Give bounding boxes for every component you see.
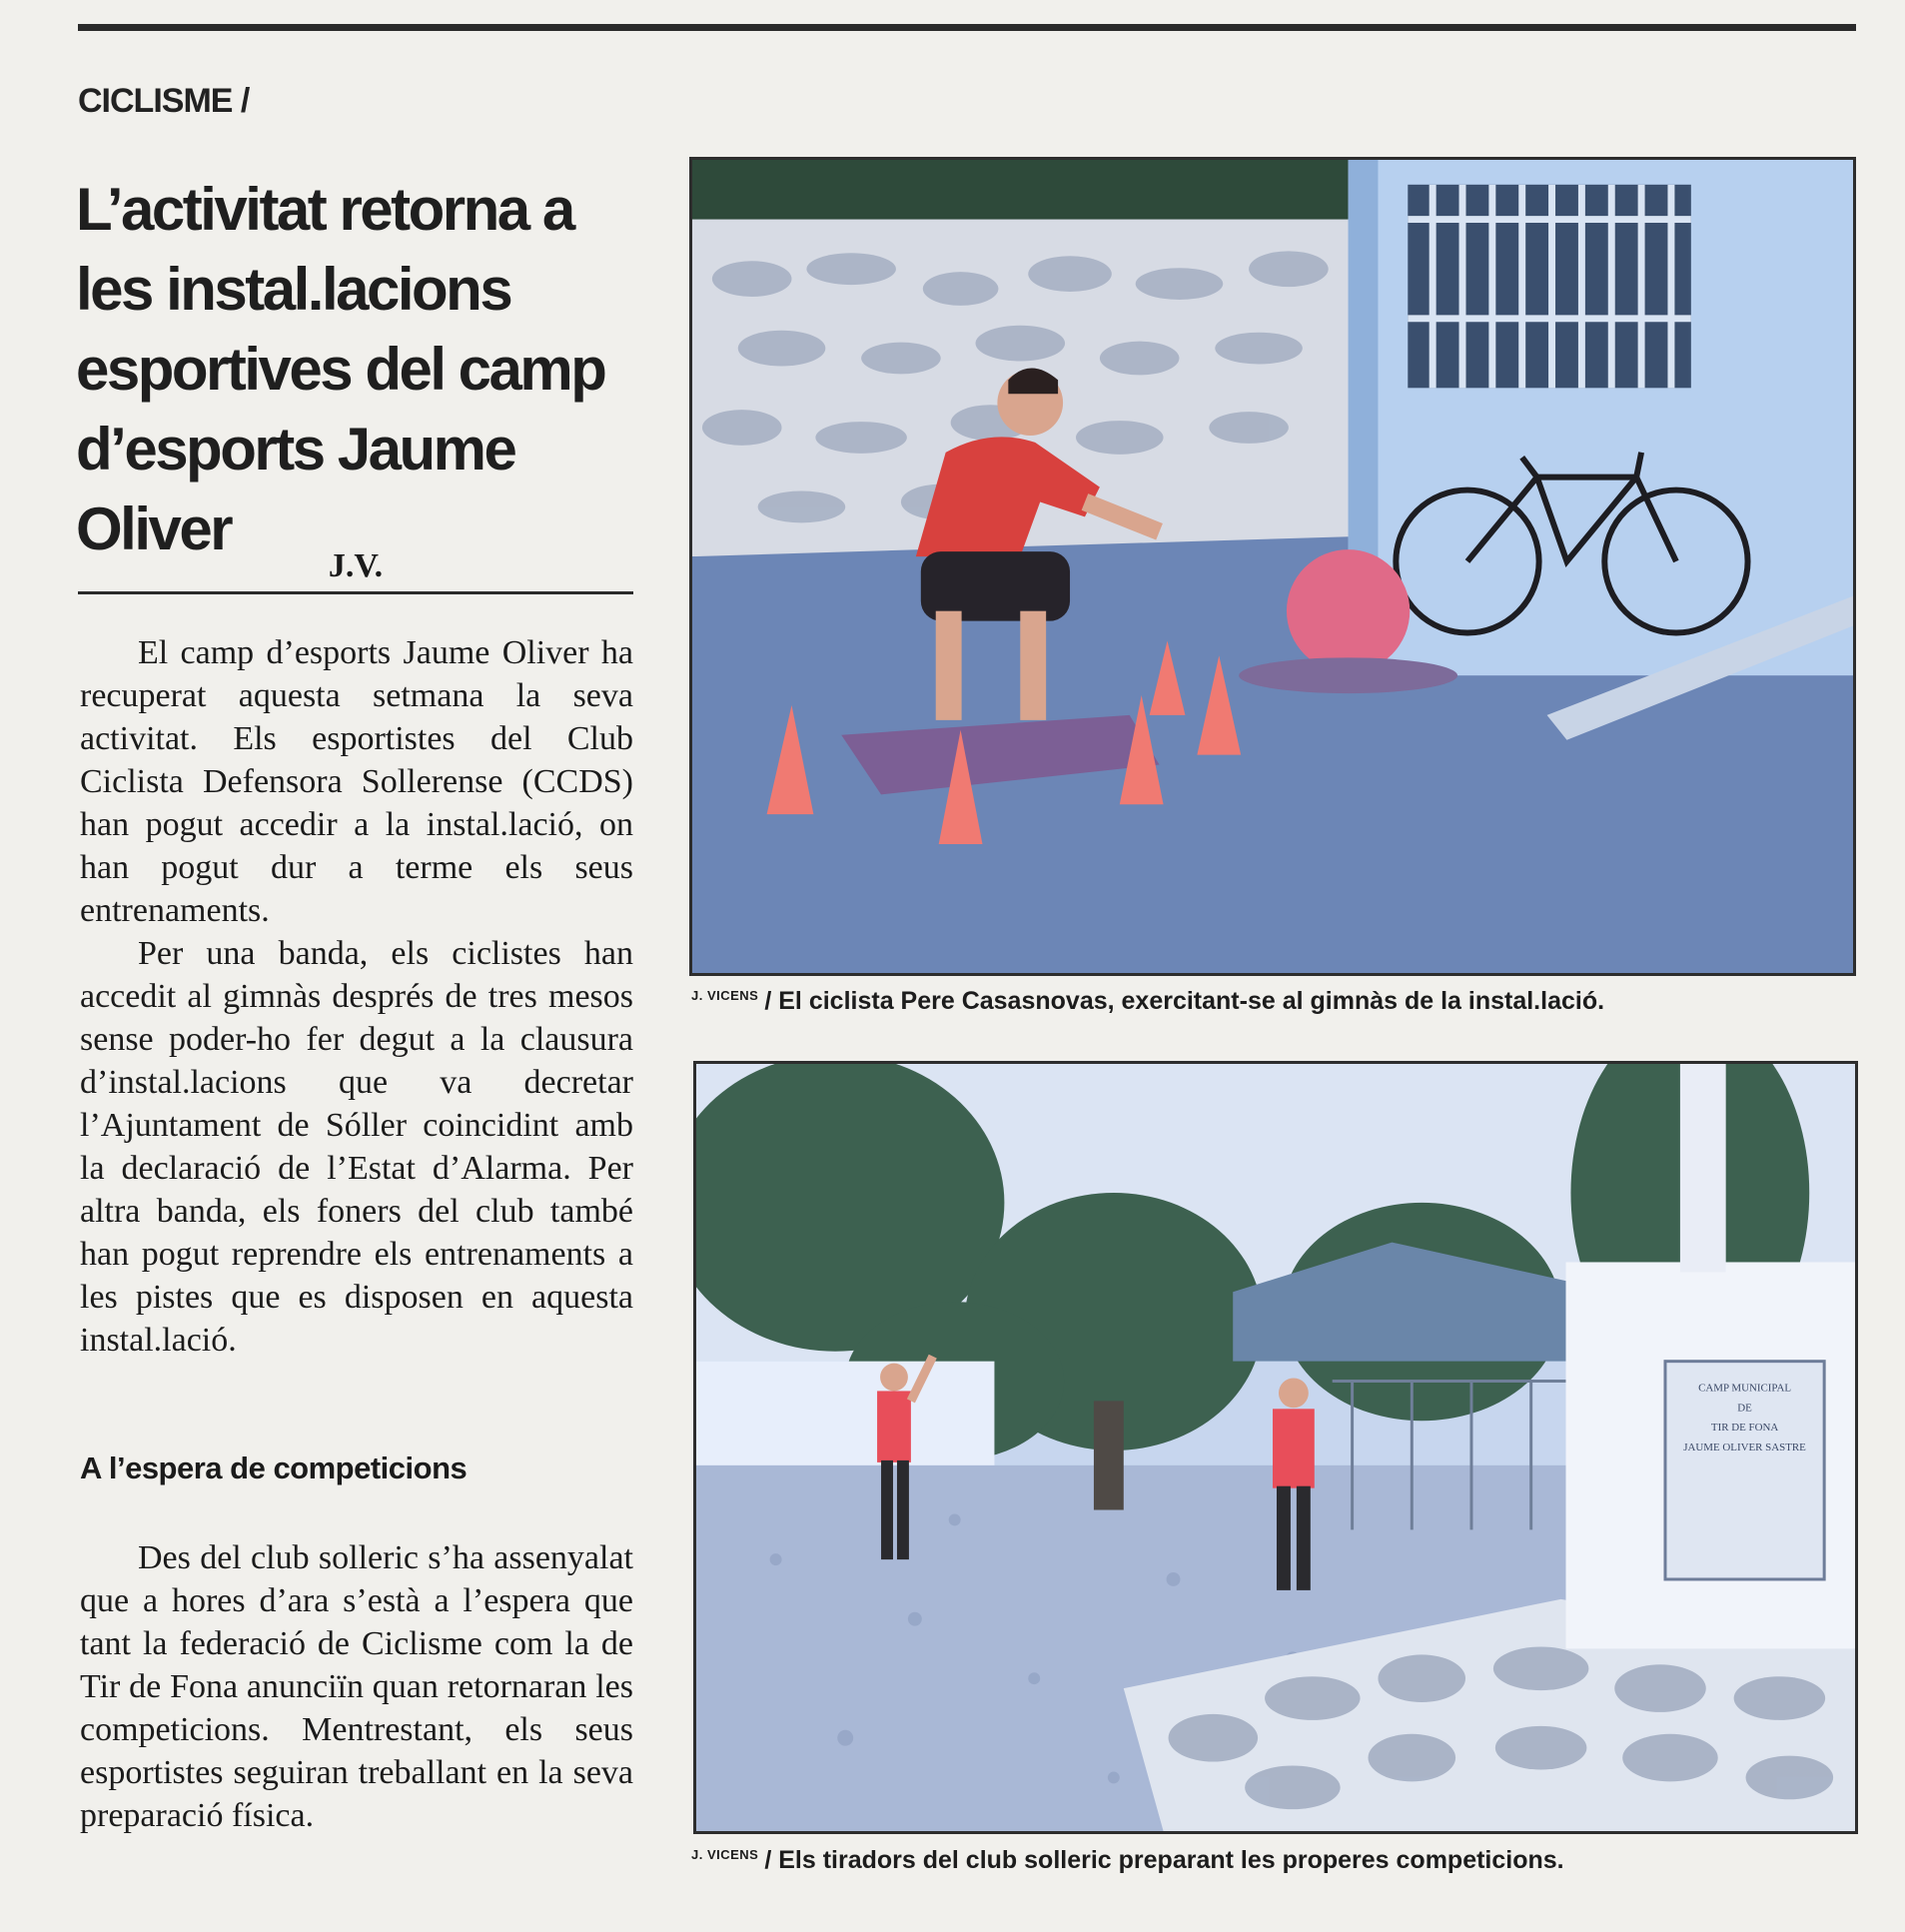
photo-credit-1: J. VICENS <box>691 988 759 1003</box>
article-subhead: A l’espera de competicions <box>80 1450 468 1485</box>
photo-caption-1 <box>691 987 1604 1016</box>
section-label: CICLISME / <box>78 82 250 120</box>
article-paragraph-3: Des del club solleric s’ha assenyalat que a hores d’ara s’està a l’espera que tant la federació de Ciclisme com la de Tir de Fona anunciïn quan retornaran les competicions. Mentrestant, els seus esportistes seguiran treballant en la seva preparació física. <box>80 1539 633 1834</box>
headline: L’activitat retorna a les instal.lacions esportives del camp d’esports Jaume Oliver <box>76 176 605 562</box>
top-rule <box>78 24 1856 31</box>
photo-caption-text-1: / El ciclista Pere Casasnovas, exercitant-se al gimnàs de la instal.lació. <box>764 987 1605 1015</box>
monument-sign-line-1: CAMP MUNICIPAL <box>1698 1382 1792 1395</box>
monument-sign-line-3: TIR DE FONA <box>1710 1422 1779 1435</box>
monument-sign-line-4: JAUME OLIVER SASTRE <box>1683 1441 1806 1453</box>
photo-cyclist-gym <box>689 157 1856 976</box>
byline: J.V. <box>328 547 384 584</box>
photo-sling-shooters-image <box>696 1064 1855 1831</box>
photo-caption-2 <box>691 1846 1564 1875</box>
article-paragraph-2: Per una banda, els ciclistes han accedit al gimnàs després de tres mesos sense poder-ho fer degut a la clausura d’instal.lacions que va decretar l’Ajuntament de Sóller coincidint amb la declaració de l’Estat d’Alarma. Per altra banda, els foners del club també han pogut reprendre els entrenaments a les pistes que es disposen en aquesta instal.lació. <box>80 935 633 1359</box>
photo-credit-2: J. VICENS <box>691 1847 759 1862</box>
byline-rule <box>78 591 633 594</box>
photo-cyclist-gym-image <box>692 160 1853 973</box>
photo-caption-text-2: / Els tiradors del club solleric preparant les properes competicions. <box>764 1846 1564 1874</box>
photo-sling-shooters <box>693 1061 1858 1834</box>
article-paragraph-1: El camp d’esports Jaume Oliver ha recuperat aquesta setmana la seva activitat. Els esportistes del Club Ciclista Defensora Sollerense (CCDS) han pogut accedir a la instal.lació, on han pogut dur a terme els seus entrenaments. <box>80 634 633 929</box>
monument-sign-line-2: DE <box>1737 1402 1752 1415</box>
